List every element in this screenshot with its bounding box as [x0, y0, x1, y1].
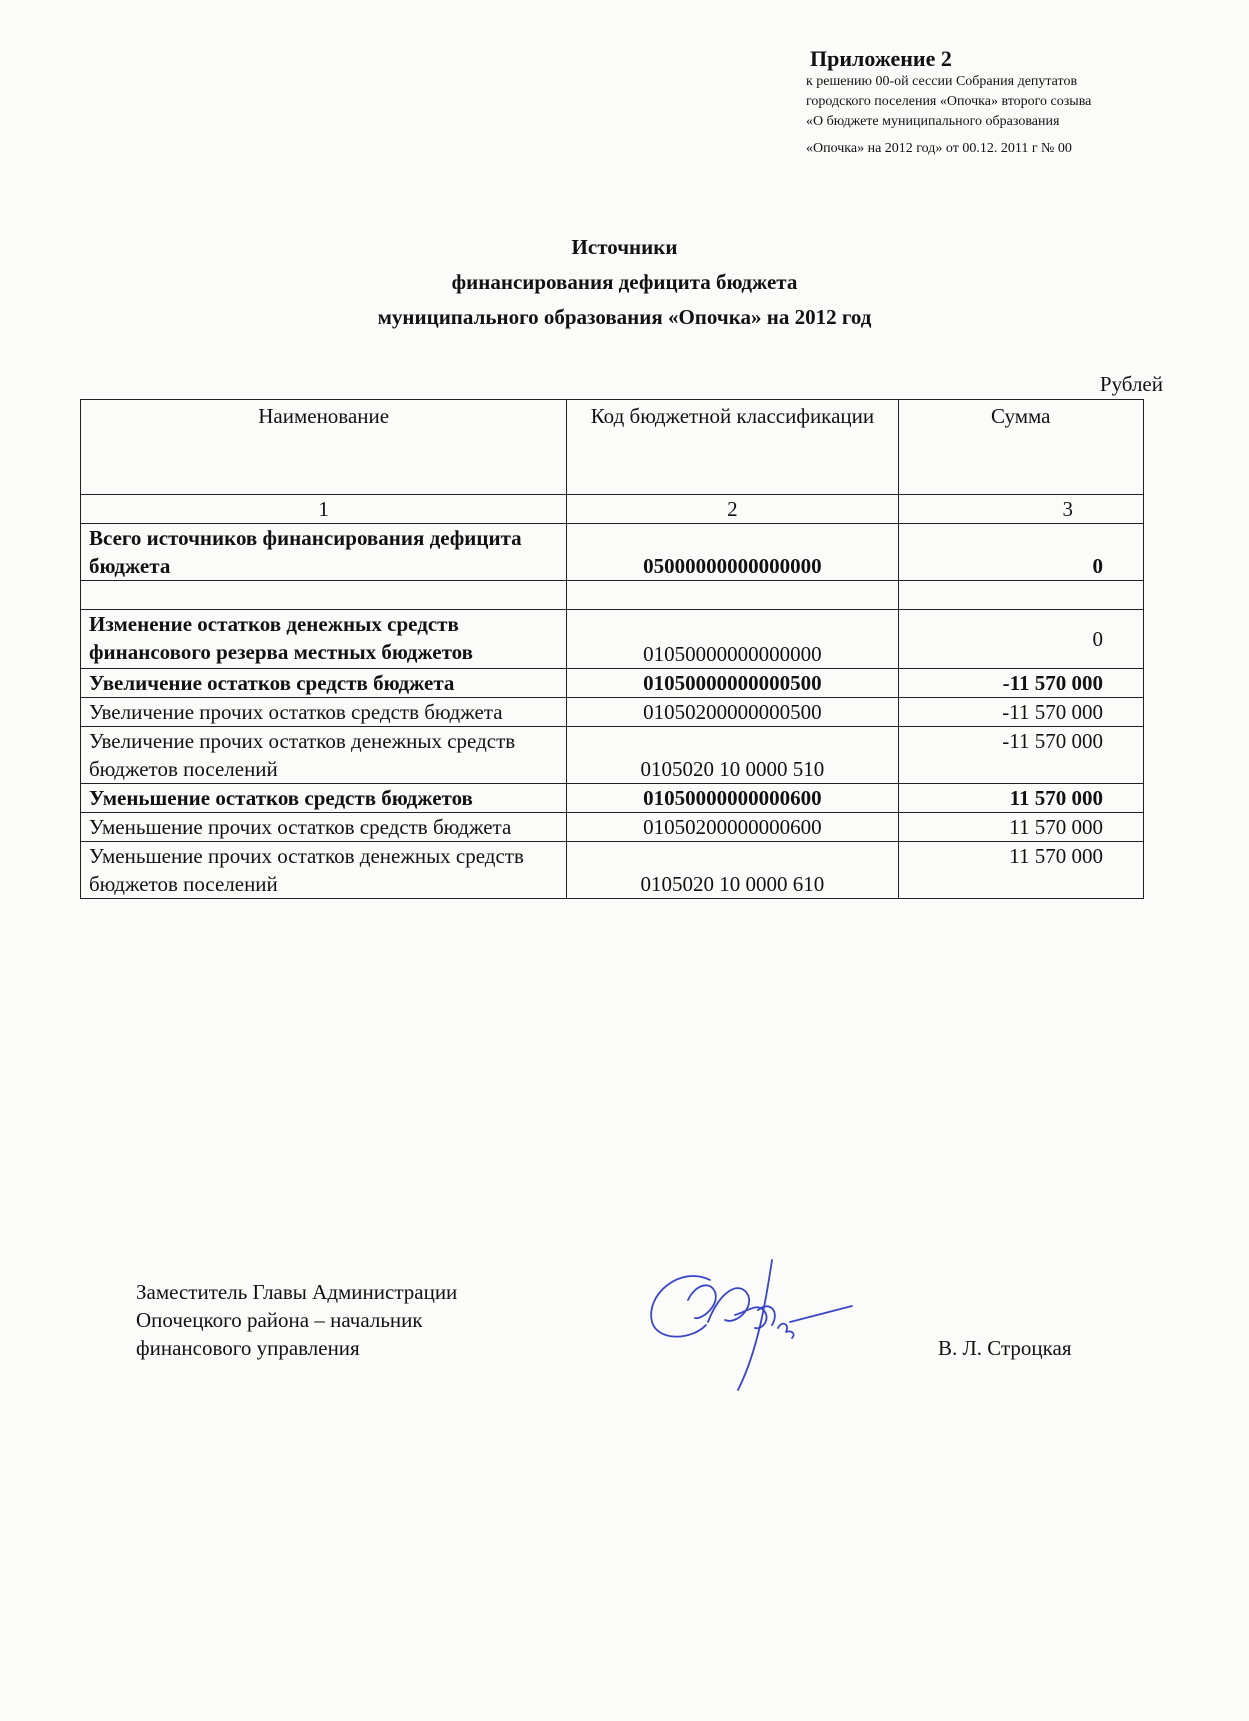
row-name: Уменьшение прочих остатков денежных средств бюджетов поселений	[81, 842, 567, 899]
row-sum: 0	[898, 610, 1143, 669]
row-name: Уменьшение остатков средств бюджетов	[81, 784, 567, 813]
table-row	[81, 727, 1144, 784]
row-name: Увеличение остатков средств бюджета	[81, 669, 567, 698]
table-row	[81, 524, 1144, 581]
title-line-3: муниципального образования «Опочка» на 2012 год	[377, 305, 872, 329]
table-row	[81, 842, 1144, 899]
row-sum: 11 570 000	[898, 813, 1143, 842]
row-code: 01050000000000600	[567, 784, 898, 813]
table-row	[81, 581, 1144, 610]
column-number-row	[81, 495, 1144, 524]
table-row	[81, 813, 1144, 842]
row-code: 05000000000000000	[567, 524, 898, 581]
signatory-position	[136, 1278, 457, 1362]
row-name	[81, 581, 567, 610]
row-code: 01050000000000000	[567, 610, 898, 669]
row-code	[567, 581, 898, 610]
row-name: Увеличение прочих остатков средств бюджета	[81, 698, 567, 727]
position-line-2: Опочецкого района – начальник	[136, 1308, 423, 1332]
header-name: Наименование	[81, 400, 567, 495]
handwritten-signature	[640, 1240, 880, 1400]
row-name: Уменьшение прочих остатков средств бюджета	[81, 813, 567, 842]
header-code: Код бюджетной классификации	[567, 400, 898, 495]
signatory-name: В. Л. Строцкая	[938, 1336, 1072, 1360]
units-label: Рублей	[1099, 372, 1163, 396]
appendix-title: Приложение 2	[810, 46, 952, 71]
row-code: 01050200000000600	[567, 813, 898, 842]
column-number-1: 1	[81, 495, 567, 524]
row-name: Изменение остатков денежных средств финансового резерва местных бюджетов	[81, 610, 567, 669]
header-sum: Сумма	[898, 400, 1143, 495]
column-number-3: 3	[898, 495, 1143, 524]
row-sum	[898, 581, 1143, 610]
position-line-3: финансового управления	[136, 1336, 360, 1360]
table-row	[81, 669, 1144, 698]
row-sum: -11 570 000	[898, 669, 1143, 698]
row-name: Всего источников финансирования дефицита бюджета	[81, 524, 567, 581]
table-row	[81, 610, 1144, 669]
appendix-header	[806, 46, 1226, 159]
sources-table	[80, 399, 1144, 899]
row-sum: -11 570 000	[898, 727, 1143, 784]
appendix-line-4: «Опочка» на 2012 год» от 00.12. 2011 г № 00	[806, 141, 1072, 156]
position-line-1: Заместитель Главы Администрации	[136, 1280, 458, 1304]
row-code: 0105020 10 0000 510	[567, 727, 898, 784]
row-code: 01050200000000500	[567, 698, 898, 727]
appendix-line-3: «О бюджете муниципального образования	[806, 114, 1060, 129]
table-header-row	[81, 400, 1144, 495]
row-sum: -11 570 000	[898, 698, 1143, 727]
row-name: Увеличение прочих остатков денежных средств бюджетов поселений	[81, 727, 567, 784]
row-sum: 11 570 000	[898, 784, 1143, 813]
table-row	[81, 698, 1144, 727]
row-code: 01050000000000500	[567, 669, 898, 698]
column-number-2: 2	[567, 495, 898, 524]
table-row	[81, 784, 1144, 813]
document-title	[0, 230, 1249, 335]
appendix-line-1: к решению 00-ой сессии Собрания депутатов	[806, 74, 1078, 89]
title-line-2: финансирования дефицита бюджета	[451, 270, 798, 294]
title-line-1: Источники	[571, 235, 678, 259]
row-sum: 0	[898, 524, 1143, 581]
row-sum: 11 570 000	[898, 842, 1143, 899]
appendix-line-2: городского поселения «Опочка» второго созыва	[806, 94, 1092, 109]
row-code: 0105020 10 0000 610	[567, 842, 898, 899]
